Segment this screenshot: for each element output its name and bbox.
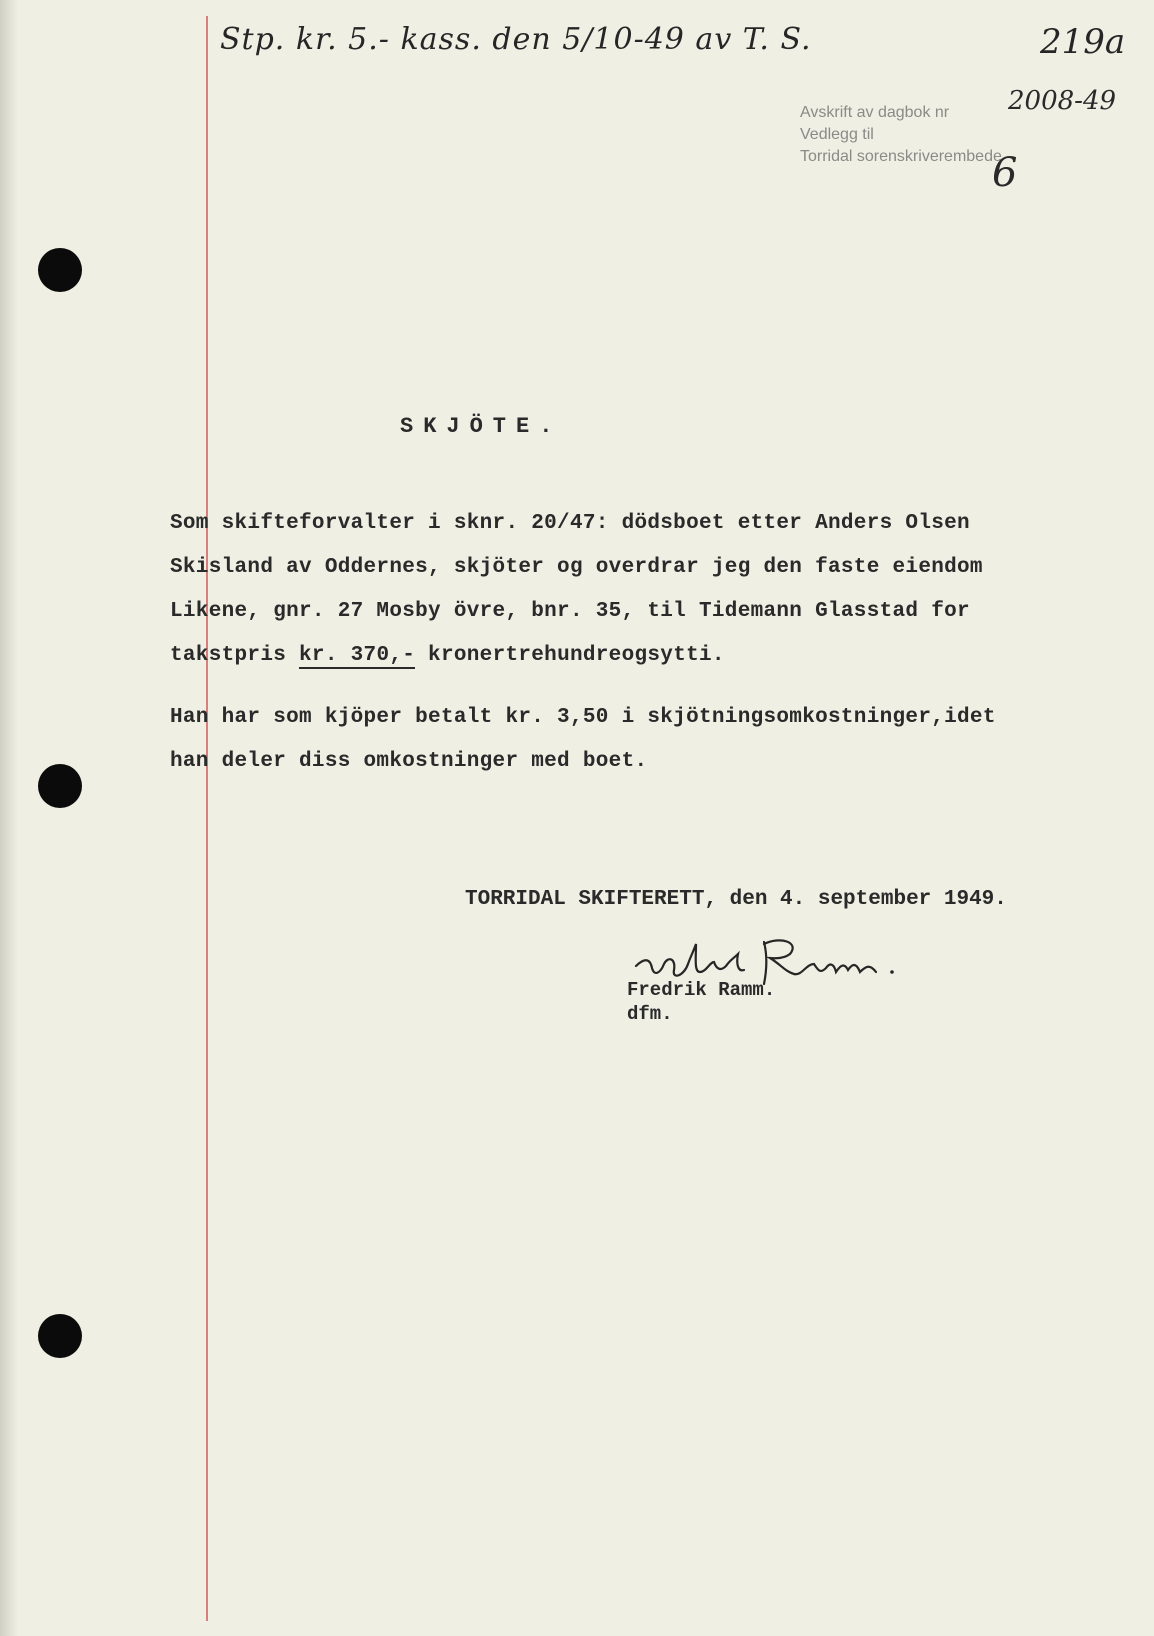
paragraph-line: han deler diss omkostninger med boet. [170, 750, 648, 773]
signer-name: Fredrik Ramm. [627, 979, 776, 1001]
signer-title: dfm. [627, 1003, 673, 1025]
paragraph-line: Han har som kjöper betalt kr. 3,50 i skjötningsomkostninger,idet [170, 706, 996, 729]
handwritten-page-number: 219a [1040, 22, 1126, 62]
price-in-words: kronertrehundreogsytti. [415, 644, 725, 667]
punch-hole-bottom [38, 1314, 82, 1358]
paragraph-line [170, 634, 1050, 678]
document-title: SKJÖTE. [400, 414, 563, 439]
handwritten-stamp-note: Stp. kr. 5.- kass. den 5/10-49 av T. S. [220, 22, 812, 57]
page-edge-shadow [0, 0, 18, 1636]
registry-stamp [800, 102, 1002, 168]
paragraph-deed [170, 502, 1050, 678]
stamp-line-1: Avskrift av dagbok nr [800, 104, 950, 121]
red-margin-line [206, 16, 208, 1621]
punch-hole-middle [38, 764, 82, 808]
signer-block [627, 978, 775, 1026]
paragraph-costs [170, 696, 1050, 784]
paragraph-line: Som skifteforvalter i sknr. 20/47: dödsboet etter Anders Olsen [170, 512, 970, 535]
punch-hole-top [38, 248, 82, 292]
place-and-date: TORRIDAL SKIFTERETT, den 4. september 1949. [465, 888, 1007, 911]
price-amount: kr. 370,- [299, 644, 416, 667]
stamp-handwritten-number: 2008-49 [1008, 86, 1117, 116]
stamp-handwritten-mark: 6 [992, 150, 1018, 196]
price-prefix: takstpris [170, 644, 300, 667]
stamp-line-3: Torridal sorenskriverembede [800, 148, 1002, 165]
stamp-line-2: Vedlegg til [800, 126, 874, 143]
paragraph-line: Likene, gnr. 27 Mosby övre, bnr. 35, til Tidemann Glasstad for [170, 600, 970, 623]
paragraph-line: Skisland av Oddernes, skjöter og overdrar jeg den faste eiendom [170, 556, 983, 579]
